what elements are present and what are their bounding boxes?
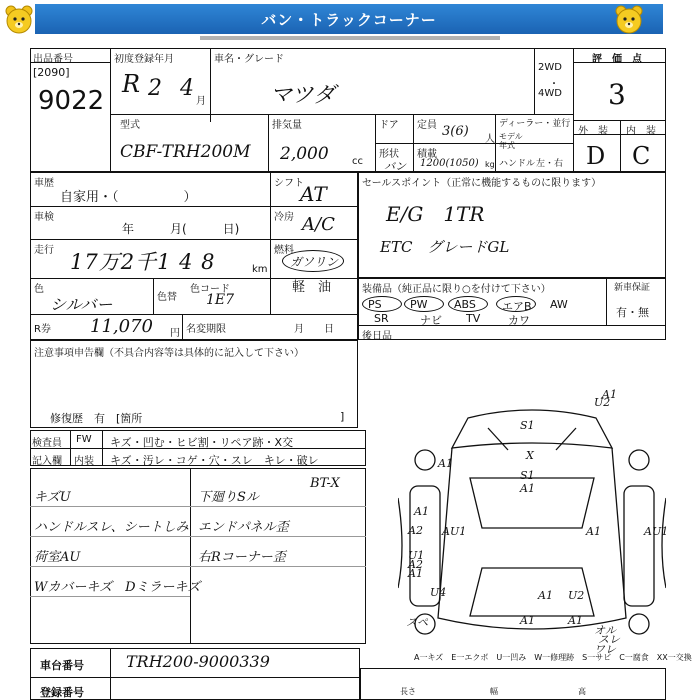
damage-mark: A2 (408, 558, 423, 572)
equipment-circle (448, 296, 488, 312)
name-change-value: 月 日 (294, 324, 334, 335)
comment-right-line: 右Rコーナー歪 (198, 550, 286, 565)
comment-left-line: 荷室AU (34, 550, 81, 565)
damage-mark: A1 (602, 388, 617, 401)
damage-mark: A1 (520, 481, 535, 495)
handle-value: 左・右 (536, 159, 564, 169)
interior-grade: C (632, 142, 651, 170)
color-value: シルバー (50, 295, 113, 314)
drive-4wd: 4WD (538, 88, 562, 99)
score-label: 評 価 点 (592, 54, 642, 65)
recycle-value: 11,070 (90, 316, 153, 337)
history-label: 車歴 (34, 178, 54, 189)
lot-label: 出品番号 (33, 54, 73, 65)
lot-sub-number: [2090] (33, 66, 70, 79)
history-value: 自家用・（ ） (60, 190, 197, 205)
length-label: 長さ (400, 687, 416, 696)
damage-diagram (398, 388, 669, 656)
fuel-diesel: 軽 油 (292, 280, 332, 295)
load-unit: kg (485, 160, 495, 169)
vin-value: TRH200-9000339 (126, 652, 270, 671)
exterior-label: 外 装 (578, 126, 608, 137)
dealer-label: ディーラー・並行 (499, 119, 571, 129)
displacement-label: 排気量 (272, 120, 302, 131)
damage-mark: U4 (430, 586, 447, 600)
damage-mark: A1 (586, 525, 601, 539)
equipment-item: TV (466, 312, 481, 325)
damage-mark: スレ (598, 633, 620, 647)
exterior-grade: D (586, 142, 606, 170)
fuel-gasoline: ガソリン (290, 255, 339, 269)
comment-left-line: ハンドルスレ、シートしみ (34, 520, 189, 535)
color-code-value: 1E7 (206, 292, 235, 308)
equipment-item: カワ (508, 314, 530, 327)
damage-mark: A1 (538, 589, 553, 603)
sales-point-line1: E/G 1TR (386, 202, 485, 226)
load-value: 1200(1050) (420, 158, 479, 169)
damage-mark: S1 (520, 419, 535, 433)
fuel-label: 燃料 (274, 245, 294, 256)
drive-separator: ・ (549, 79, 559, 90)
handle-label: ハンドル (499, 159, 536, 169)
inspector-fw: FW (76, 434, 92, 445)
damage-mark: A1 (568, 614, 583, 628)
mileage-unit: km (252, 264, 268, 275)
recycle-unit: 円 (170, 328, 180, 339)
model-code-value: CBF-TRH200M (120, 142, 251, 162)
equipment-item: ABS (454, 298, 476, 311)
shift-label: シフト (274, 178, 304, 189)
damage-mark: U2 (594, 395, 611, 409)
comments-tag: BT-X (310, 476, 340, 491)
banner-title: バン・トラックコーナー (35, 4, 663, 34)
repair-history-label: 修復歴 有 [箇所 (50, 412, 143, 425)
displacement-unit: cc (352, 156, 363, 167)
registration-month: 4 (180, 76, 194, 101)
color-change-label: 色替 (157, 292, 177, 303)
mileage-value: 17万2千1 4 8 (70, 250, 216, 274)
registration-number-label: 登録番号 (40, 686, 84, 699)
ac-value: A/C (302, 214, 335, 235)
overall-score: 3 (608, 78, 626, 111)
damage-mark: S1 (520, 469, 535, 483)
damage-mark: A2 (408, 523, 423, 537)
entry-interior: 内装 (74, 456, 94, 467)
shift-value: AT (300, 182, 327, 206)
damage-mark: U2 (568, 589, 585, 603)
equipment-item: PW (410, 298, 428, 311)
later-items-label: 後日品 (362, 331, 392, 342)
sales-point-label: セールスポイント（正常に機能するものに限ります） (362, 178, 602, 189)
shape-label: 形状 (379, 149, 399, 160)
interior-label: 内 装 (626, 126, 656, 137)
registration-month-unit: 月 (196, 96, 206, 107)
car-name-label: 車名・グレード (214, 54, 284, 65)
drive-2wd: 2WD (538, 62, 562, 73)
width-label: 幅 (490, 687, 498, 696)
damage-mark: U1 (408, 548, 425, 562)
equipment-item: エアB (502, 300, 532, 313)
model-code-label: 型式 (120, 120, 140, 131)
comment-right-line: エンドパネル歪 (198, 520, 289, 535)
ac-label: 冷房 (274, 212, 294, 223)
bear-mascot-left-icon (2, 3, 36, 37)
capacity-label: 定員 (417, 120, 437, 131)
equipment-circle (496, 296, 536, 312)
name-change-label: 名変期限 (186, 324, 226, 335)
entry-label: 記入欄 (32, 456, 62, 467)
sales-point-line2: ETC グレードGL (380, 238, 510, 256)
door-label: ドア (379, 120, 399, 131)
damage-mark: A1 (520, 614, 535, 628)
bear-mascot-right-icon (612, 3, 646, 37)
equipment-circle (362, 296, 402, 312)
notes-label: 注意事項申告欄（不具合内容等は具体的に記入して下さい） (34, 348, 304, 359)
damage-mark: X (526, 448, 534, 462)
damage-mark: AU1 (644, 525, 669, 539)
color-label: 色 (34, 284, 44, 295)
inspector-interior-items: キズ・汚レ・コゲ・穴・スレ キレ・破レ (110, 454, 319, 467)
new-car-warranty-value: 有・無 (616, 306, 649, 319)
damage-mark: A1 (414, 505, 429, 518)
equipment-item: SR (374, 312, 389, 325)
damage-legend: A一キズ E一エクボ U一凹み W一修理跡 S一サビ C一腐食 XX一交換 (414, 653, 692, 662)
registration-year: 2 (148, 76, 162, 101)
recycle-label: R券 (34, 324, 51, 335)
equipment-circle (404, 296, 444, 312)
shape-value: バン (384, 160, 406, 173)
car-name-value: マツダ (270, 83, 336, 108)
comment-right-line: 下廻りSル (198, 490, 259, 505)
model-year-label: モデル年式 (499, 132, 523, 150)
registration-era: R (122, 70, 141, 98)
equipment-item: AW (550, 298, 568, 311)
auction-sheet (30, 48, 692, 700)
lot-number: 9022 (38, 86, 105, 116)
damage-mark: AU1 (442, 525, 467, 539)
inspector-exterior-items: キズ・凹む・ヒビ割・リペア跡・X交 (110, 436, 294, 449)
mileage-label: 走行 (34, 245, 54, 256)
equipment-label: 装備品（純正品に限り○を付けて下さい） (362, 284, 551, 295)
displacement-value: 2,000 (280, 144, 329, 164)
new-car-warranty-label: 新車保証 (614, 283, 651, 293)
equipment-item: PS (368, 298, 382, 311)
damage-mark: ワレ (594, 642, 616, 656)
damage-mark: A1 (408, 567, 423, 581)
color-code-label: 色コード (190, 284, 230, 295)
damage-mark: オル (594, 624, 616, 637)
inspection-value: 年 月( 日) (122, 222, 240, 236)
equipment-item: ナビ (420, 314, 442, 327)
later-items-block (358, 326, 666, 340)
inspector-label: 検査員 (32, 438, 62, 449)
damage-mark: A1 (438, 456, 453, 470)
height-label: 高 (578, 687, 586, 696)
cutoff-title-band (200, 36, 500, 46)
inspection-label: 車検 (34, 212, 54, 223)
damage-mark: スペ (406, 616, 428, 630)
comment-left-line: Wカバーキズ Dミラーキズ (34, 580, 201, 595)
first-registration-label: 初度登録年月 (114, 54, 174, 65)
comment-left-line: キズU (34, 490, 71, 505)
repair-history-close: ] (340, 410, 345, 423)
capacity-unit: 人 (485, 134, 495, 145)
load-label: 積載 (417, 149, 437, 160)
capacity-value: 3(6) (442, 124, 469, 139)
vin-label: 車台番号 (40, 659, 84, 672)
